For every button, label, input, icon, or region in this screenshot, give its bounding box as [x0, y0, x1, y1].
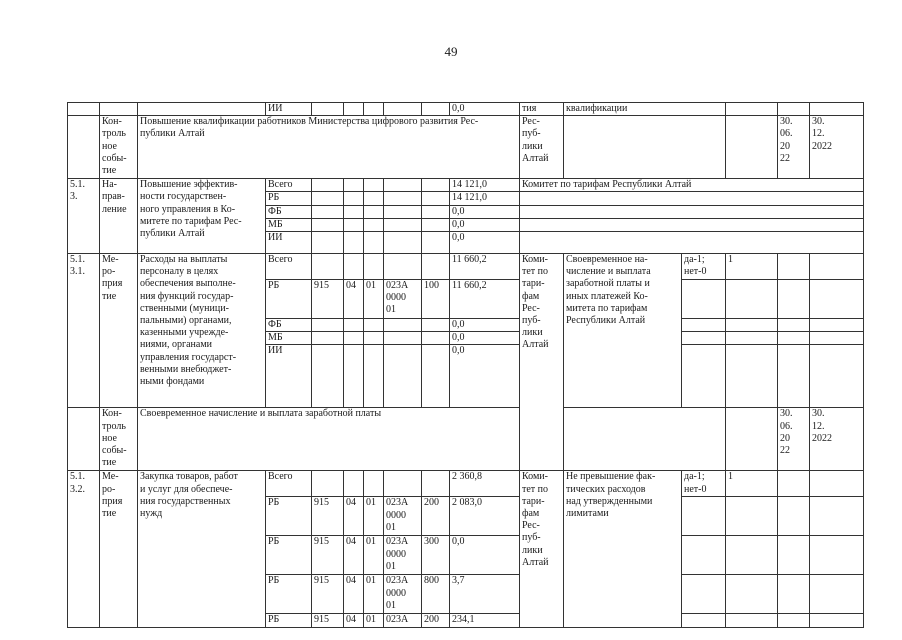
funding-amount: 0,0	[450, 218, 520, 231]
table-row	[68, 254, 864, 280]
pr-code: 01	[364, 575, 384, 614]
csr-code	[384, 254, 422, 280]
vr-code: 300	[422, 536, 450, 575]
vr-code: 100	[422, 280, 450, 319]
pr-code	[364, 254, 384, 280]
grbs-code: 915	[312, 614, 344, 627]
entry-number: 5.1. 3.	[68, 179, 100, 254]
entry-type: Кон- троль ное собы- тие	[100, 116, 138, 179]
funding-amount: 11 660,2	[450, 254, 520, 280]
funding-source: МБ	[266, 332, 312, 345]
rz-code: 04	[344, 497, 364, 536]
date-end: 30. 12. 2022	[810, 116, 864, 179]
entry-title: Повышение эффектив- ности государствен- ного управления в Ко- митете по тарифам Рес- публики Алтай	[138, 179, 266, 254]
funding-source: ФБ	[266, 319, 312, 332]
funding-amount: 2 360,8	[450, 471, 520, 497]
pr-code: 01	[364, 614, 384, 627]
funding-source: РБ	[266, 614, 312, 627]
funding-source: РБ	[266, 497, 312, 536]
funding-amount: 0,0	[450, 319, 520, 332]
funding-amount: 14 121,0	[450, 179, 520, 192]
csr-code: 023А 0000 01	[384, 497, 422, 536]
grbs-code: 915	[312, 575, 344, 614]
funding-source: ИИ	[266, 103, 312, 116]
expected-result: квалификации	[564, 103, 726, 116]
funding-amount: 0,0	[450, 332, 520, 345]
funding-source: МБ	[266, 218, 312, 231]
funding-source: Всего	[266, 471, 312, 497]
entry-title: Расходы на выплаты персоналу в целях обеспечения выполне- ния функций государ- ственными (муници- пальными) органами, казенными учрежде- ниями, органами управления государст- венными внебюджет- ными фондами	[138, 254, 266, 408]
entry-title: Своевременное начисление и выплата заработной платы	[138, 408, 520, 471]
grbs-code: 915	[312, 280, 344, 319]
executor: Коми- тет по тари- фам Рес- пуб- лики Алтай	[520, 471, 564, 627]
funding-amount: 0,0	[450, 345, 520, 408]
rz-code: 04	[344, 536, 364, 575]
pr-code: 01	[364, 280, 384, 319]
csr-code: 023А 0000 01	[384, 536, 422, 575]
rz-code: 04	[344, 575, 364, 614]
csr-code: 023А 0000 01	[384, 280, 422, 319]
page-number: 49	[444, 44, 458, 59]
entry-number: 5.1. 3.2.	[68, 471, 100, 627]
date-end: 30. 12. 2022	[810, 408, 864, 471]
program-table	[67, 102, 864, 628]
rz-code	[344, 254, 364, 280]
table-row	[68, 103, 864, 116]
indicator: да-1; нет-0	[682, 254, 726, 280]
funding-source: ИИ	[266, 232, 312, 254]
entry-type: Ме- ро- прия тие	[100, 471, 138, 627]
pr-code: 01	[364, 497, 384, 536]
table-row	[68, 179, 864, 192]
vr-code	[422, 254, 450, 280]
date-start: 30. 06. 20 22	[778, 408, 810, 471]
funding-source: Всего	[266, 179, 312, 192]
pr-code: 01	[364, 536, 384, 575]
table-row	[68, 408, 864, 471]
indicator: да-1; нет-0	[682, 471, 726, 497]
entry-type: На- прав- ление	[100, 179, 138, 254]
vr-code: 800	[422, 575, 450, 614]
funding-amount: 11 660,2	[450, 280, 520, 319]
funding-source: ФБ	[266, 205, 312, 218]
funding-amount: 2 083,0	[450, 497, 520, 536]
vr-code: 200	[422, 497, 450, 536]
entry-number: 5.1. 3.1.	[68, 254, 100, 408]
funding-amount: 0,0	[450, 232, 520, 254]
csr-code: 023А	[384, 614, 422, 627]
executor: Комитет по тарифам Республики Алтай	[520, 179, 864, 192]
entry-type: Ме- ро- прия тие	[100, 254, 138, 408]
grbs-code	[312, 254, 344, 280]
table-row	[68, 116, 864, 179]
indicator-value: 1	[726, 471, 778, 497]
funding-source: Всего	[266, 254, 312, 280]
funding-source: РБ	[266, 536, 312, 575]
rz-code: 04	[344, 614, 364, 627]
entry-title: Повышение квалификации работников Министерства цифрового развития Рес- публики Алтай	[138, 116, 520, 179]
funding-source: ИИ	[266, 345, 312, 408]
grbs-code: 915	[312, 497, 344, 536]
date-start: 30. 06. 20 22	[778, 116, 810, 179]
funding-amount: 14 121,0	[450, 192, 520, 205]
executor: Коми- тет по тари- фам Рес- пуб- лики Алтай	[520, 254, 564, 471]
funding-amount: 0,0	[450, 205, 520, 218]
funding-amount: 0,0	[450, 103, 520, 116]
funding-amount: 0,0	[450, 536, 520, 575]
expected-result: Своевременное на- числение и выплата заработной платы и иных платежей Ко- митета по тарифам Республики Алтай	[564, 254, 682, 408]
grbs-code: 915	[312, 536, 344, 575]
vr-code: 200	[422, 614, 450, 627]
funding-source: РБ	[266, 280, 312, 319]
executor: Рес- пуб- лики Алтай	[520, 116, 564, 179]
entry-title: Закупка товаров, работ и услуг для обеспече- ния государственных нужд	[138, 471, 266, 627]
funding-source: РБ	[266, 192, 312, 205]
funding-amount: 3,7	[450, 575, 520, 614]
indicator-value: 1	[726, 254, 778, 280]
funding-source: РБ	[266, 575, 312, 614]
csr-code: 023А 0000 01	[384, 575, 422, 614]
table-row	[68, 471, 864, 497]
funding-amount: 234,1	[450, 614, 520, 627]
entry-type: Кон- троль ное собы- тие	[100, 408, 138, 471]
rz-code: 04	[344, 280, 364, 319]
executor: тия	[520, 103, 564, 116]
expected-result: Не превышение фак- тических расходов над утвержденными лимитами	[564, 471, 682, 627]
